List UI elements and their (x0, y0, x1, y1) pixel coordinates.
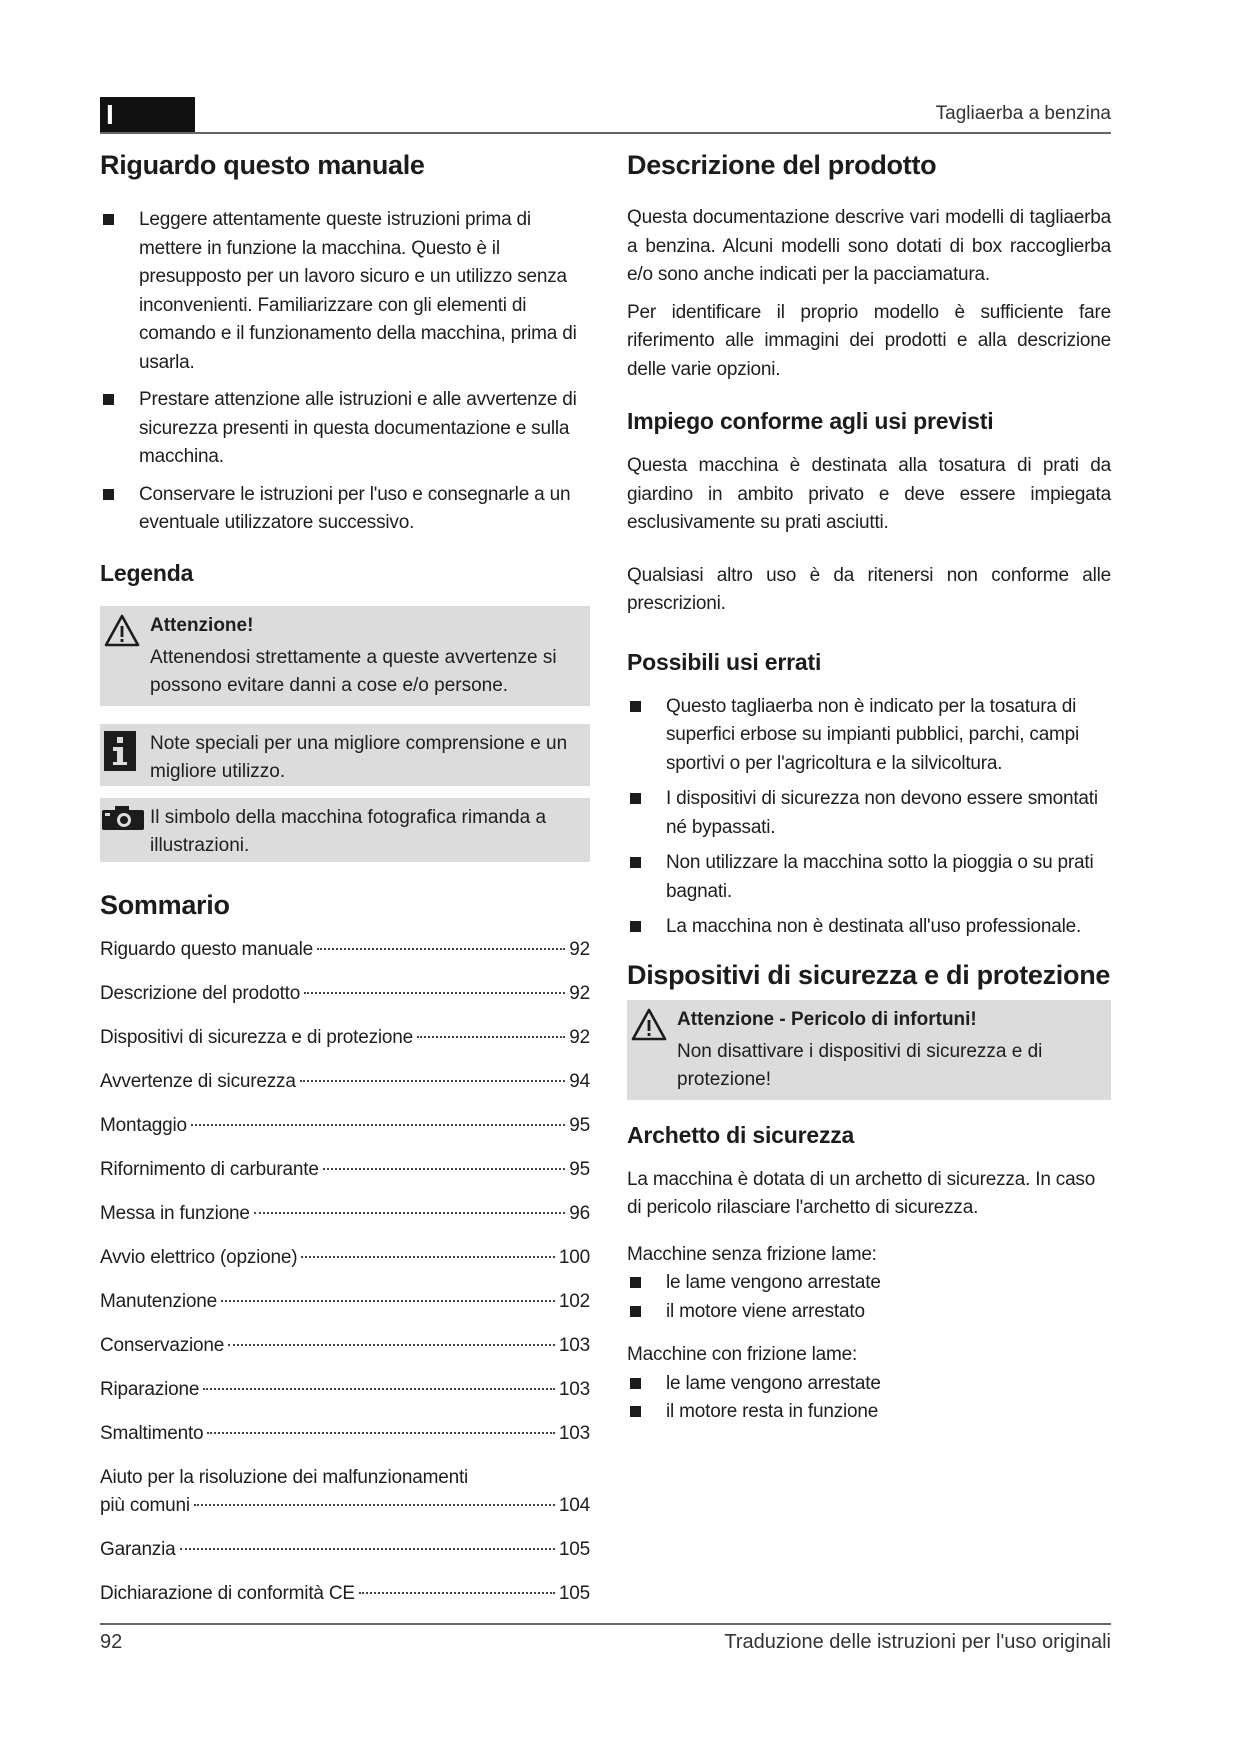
toc-entry-title: più comuni (100, 1494, 190, 1516)
toc-entry-title: Messa in funzione (100, 1202, 250, 1224)
toc-leader-dots (221, 1300, 555, 1302)
toc-entry-title: Dispositivi di sicurezza e di protezione (100, 1026, 414, 1048)
toc-leader-dots (304, 992, 565, 994)
safety-bar-heading: Archetto di sicurezza (627, 1121, 855, 1148)
toc-leader-dots (254, 1212, 566, 1214)
toc-entry-page: 94 (569, 1070, 590, 1092)
toc-entry-page: 105 (558, 1538, 590, 1560)
toc-entry-page: 92 (569, 982, 590, 1004)
table-of-contents (100, 936, 590, 1608)
legend-warning-text: Attenendosi strettamente a queste avvertenze si possono evitare danni a cose e/o persone. (150, 646, 557, 696)
toc-entry-page: 100 (558, 1246, 590, 1268)
language-tab (100, 97, 195, 133)
list-item: Non utilizzare la macchina sotto la pioggia o su prati bagnati. (627, 849, 1111, 906)
list-item: I dispositivi di sicurezza non devono essere smontati né bypassati. (627, 785, 1111, 842)
toc-entry (100, 980, 590, 1008)
toc-entry-title: Manutenzione (100, 1290, 217, 1312)
list-item: il motore viene arrestato (627, 1298, 1111, 1327)
toc-entry (100, 1536, 590, 1564)
legend-camera-box (100, 798, 590, 862)
running-title: Tagliaerba a benzina (935, 103, 1111, 124)
toc-leader-dots (417, 1036, 565, 1038)
toc-entry (100, 1420, 590, 1448)
toc-leader-dots (228, 1344, 555, 1346)
list-item: il motore resta in funzione (627, 1398, 1111, 1427)
toc-entry (100, 1332, 590, 1360)
left-column (100, 148, 590, 1608)
toc-leader-dots (194, 1504, 555, 1506)
toc-leader-dots (191, 1124, 565, 1126)
toc-entry-page: 103 (558, 1422, 590, 1444)
toc-entry-multiline (100, 1464, 590, 1520)
toc-entry-page: 96 (569, 1202, 590, 1224)
toc-entry (100, 1288, 590, 1316)
legend-note-box (100, 724, 590, 786)
manual-bullet-list (100, 206, 590, 538)
product-paragraph-2: Per identificare il proprio modello è sufficiente fare riferimento alle immagini dei prodotti e alla descrizione delle varie opzioni. (627, 301, 1111, 380)
clutch-label: Macchine con frizione lame: (627, 1344, 858, 1365)
toc-leader-dots (317, 948, 565, 950)
toc-entry-page: 95 (569, 1114, 590, 1136)
list-item: La macchina non è destinata all'uso professionale. (627, 913, 1111, 942)
header-divider (100, 132, 1111, 134)
toc-entry-title: Dichiarazione di conformità CE (100, 1582, 355, 1604)
toc-entry-title: Avvio elettrico (opzione) (100, 1246, 298, 1268)
toc-entry (100, 1112, 590, 1140)
no-clutch-list (627, 1269, 1111, 1326)
intended-use-paragraph-2: Qualsiasi altro uso è da ritenersi non conforme alle prescrizioni. (627, 564, 1111, 614)
camera-icon (102, 806, 144, 835)
toc-entry-title: Riparazione (100, 1378, 200, 1400)
safety-warning-box (627, 1000, 1111, 1100)
toc-entry (100, 1156, 590, 1184)
toc-entry-page: 102 (558, 1290, 590, 1312)
toc-entry (100, 1200, 590, 1228)
safety-warning-title: Attenzione - Pericolo di infortuni! (677, 1008, 977, 1030)
toc-entry-page: 92 (569, 938, 590, 960)
legend-heading: Legenda (100, 559, 194, 586)
toc-leader-dots (180, 1548, 555, 1550)
toc-entry-title: Smaltimento (100, 1422, 204, 1444)
toc-leader-dots (203, 1388, 555, 1390)
intended-use-paragraph-1: Questa macchina è destinata alla tosatura di prati da giardino in ambito privato e deve essere impiegata esclusivamente su prati asciutti. (627, 455, 1111, 533)
toc-entry (100, 1492, 590, 1520)
toc-entry-title: Montaggio (100, 1114, 187, 1136)
toc-entry-title: Avvertenze di sicurezza (100, 1070, 296, 1092)
toc-entry-title: Rifornimento di carburante (100, 1158, 319, 1180)
legend-camera-text: Il simbolo della macchina fotografica rimanda a illustrazioni. (150, 806, 547, 856)
legend-note-text: Note speciali per una migliore comprensione e un migliore utilizzo. (150, 732, 568, 782)
list-item: Prestare attenzione alle istruzioni e alle avvertenze di sicurezza presenti in questa documentazione e sulla macchina. (100, 386, 590, 472)
product-paragraph-1: Questa documentazione descrive vari modelli di tagliaerba a benzina. Alcuni modelli sono dotati di box raccoglierba e/o sono anche indicati per la pacciamatura. (627, 207, 1111, 285)
misuse-heading: Possibili usi errati (627, 648, 822, 675)
list-item: le lame vengono arrestate (627, 1269, 1111, 1298)
toc-entry-title: Garanzia (100, 1538, 176, 1560)
toc-entry-title: Aiuto per la risoluzione dei malfunzionamenti (100, 1466, 469, 1488)
toc-entry-title: Conservazione (100, 1334, 225, 1356)
toc-entry (100, 1376, 590, 1404)
list-item: Conservare le istruzioni per l'uso e consegnarle a un eventuale utilizzatore successivo. (100, 481, 590, 538)
toc-entry-page: 95 (569, 1158, 590, 1180)
list-item: Questo tagliaerba non è indicato per la tosatura di superfici erbose su impianti pubblici, parchi, campi sportivi o per l'agricoltura e la silvicoltura. (627, 693, 1111, 779)
intended-use-heading: Impiego conforme agli usi previsti (627, 408, 994, 434)
product-heading: Descrizione del prodotto (627, 150, 937, 180)
safety-devices-heading: Dispositivi di sicurezza e di protezione (627, 959, 1111, 990)
toc-entry-page: 103 (558, 1378, 590, 1400)
legend-warning-title: Attenzione! (150, 614, 254, 636)
toc-leader-dots (323, 1168, 566, 1170)
legend-warning-box (100, 606, 590, 706)
safety-warning-text: Non disattivare i dispositivi di sicurezza e di protezione! (677, 1040, 1043, 1090)
clutch-list (627, 1370, 1111, 1427)
footer-note: Traduzione delle istruzioni per l'uso originali (724, 1631, 1111, 1653)
language-tab-label: I (106, 99, 114, 130)
info-icon (104, 731, 136, 776)
toc-entry-title: Riguardo questo manuale (100, 938, 313, 960)
toc-entry (100, 1024, 590, 1052)
toc-entry-page: 104 (558, 1494, 590, 1516)
toc-entry-page: 105 (558, 1582, 590, 1604)
toc-entry-page: 103 (558, 1334, 590, 1356)
list-item: Leggere attentamente queste istruzioni prima di mettere in funzione la macchina. Questo è il presupposto per un lavoro sicuro e un utilizzo senza inconvenienti. Familiarizzare con gli elementi di comando e il funzionamento della macchina, prima di usarla. (100, 206, 590, 377)
toc-leader-dots (359, 1592, 555, 1594)
page-number: 92 (100, 1631, 123, 1653)
warning-triangle-icon (104, 614, 140, 653)
warning-triangle-icon (631, 1008, 667, 1047)
right-column (627, 148, 1111, 1427)
toc-leader-dots (301, 1256, 554, 1258)
list-item: le lame vengono arrestate (627, 1370, 1111, 1399)
no-clutch-label: Macchine senza frizione lame: (627, 1243, 877, 1265)
toc-entry (100, 936, 590, 964)
toc-leader-dots (300, 1080, 566, 1082)
manual-heading: Riguardo questo manuale (100, 150, 425, 180)
safety-bar-paragraph: La macchina è dotata di un archetto di sicurezza. In caso di pericolo rilasciare l'archetto di sicurezza. (627, 1168, 1096, 1218)
misuse-bullet-list (627, 693, 1111, 942)
toc-heading: Sommario (100, 889, 230, 920)
toc-entry (100, 1580, 590, 1608)
toc-entry-page: 92 (569, 1026, 590, 1048)
toc-entry-title: Descrizione del prodotto (100, 982, 301, 1004)
footer-divider (100, 1623, 1111, 1625)
toc-entry (100, 1244, 590, 1272)
toc-leader-dots (207, 1432, 554, 1434)
toc-entry (100, 1068, 590, 1096)
